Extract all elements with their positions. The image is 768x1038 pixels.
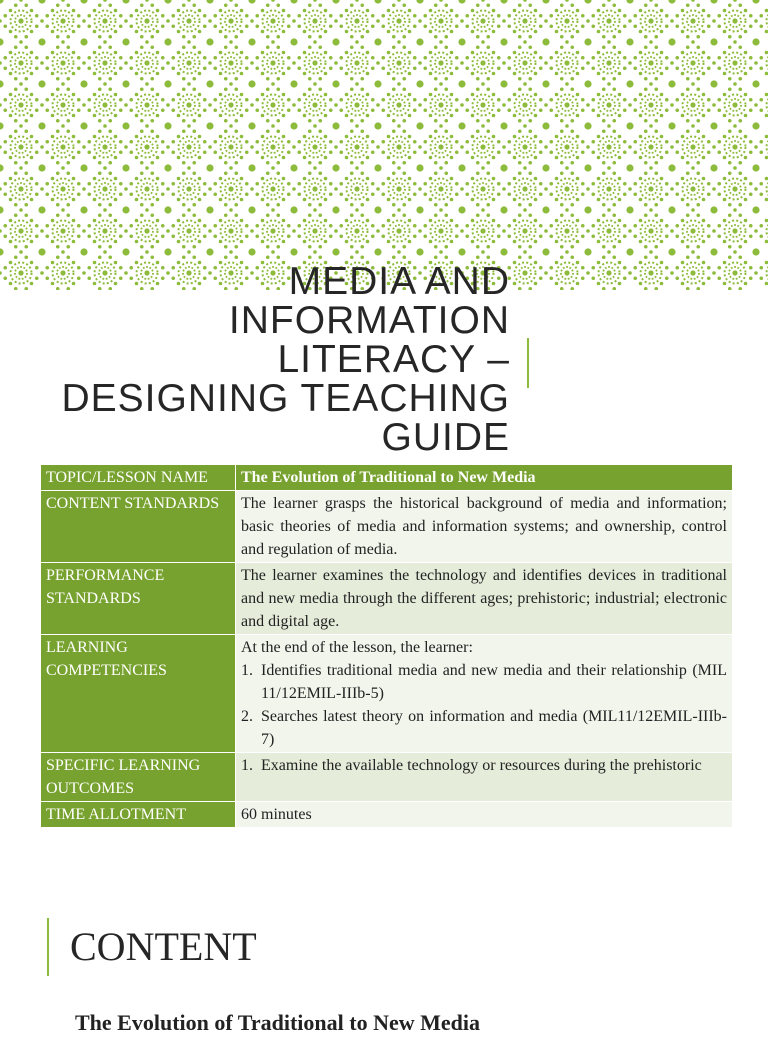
table-row bbox=[41, 802, 733, 828]
title-line: LITERACY – bbox=[277, 338, 510, 381]
title-accent-bar bbox=[527, 338, 529, 388]
content-heading: CONTENT bbox=[70, 924, 257, 969]
performance-standards-label: PERFORMANCE STANDARDS bbox=[41, 563, 236, 635]
list-text: Searches latest theory on information and media (MIL11/12EMIL-IIIb-7) bbox=[261, 708, 727, 748]
title-line: GUIDE bbox=[381, 416, 510, 459]
list-number: 2. bbox=[241, 708, 253, 725]
learning-outcomes-label: SPECIFIC LEARNING OUTCOMES bbox=[41, 753, 236, 802]
table-row bbox=[41, 491, 733, 563]
learning-competencies-value bbox=[236, 635, 733, 753]
table-row bbox=[41, 635, 733, 753]
title-line: DESIGNING TEACHING bbox=[61, 377, 510, 420]
content-subheading: The Evolution of Traditional to New Media bbox=[75, 1010, 480, 1035]
title-line: INFORMATION bbox=[228, 299, 510, 342]
table-row bbox=[41, 465, 733, 491]
list-item bbox=[241, 754, 727, 777]
spacer bbox=[241, 777, 727, 800]
title-line: MEDIA AND bbox=[288, 260, 510, 303]
topic-value: The Evolution of Traditional to New Media bbox=[236, 465, 733, 491]
list-number: 1. bbox=[241, 757, 253, 774]
list-text: Identifies traditional media and new media and their relationship (MIL 11/12EMIL-IIIb-5) bbox=[261, 662, 727, 702]
table-row bbox=[41, 563, 733, 635]
topic-label: TOPIC/LESSON NAME bbox=[41, 465, 236, 491]
time-allotment-label: TIME ALLOTMENT bbox=[41, 802, 236, 828]
learning-outcomes-value bbox=[236, 753, 733, 802]
performance-standards-value: The learner examines the technology and identifies devices in traditional and new media through the different ages; prehistoric; industrial; electronic and digital age. bbox=[236, 563, 733, 635]
table-row bbox=[41, 753, 733, 802]
list-number: 1. bbox=[241, 662, 253, 679]
content-standards-value: The learner grasps the historical background of media and information; basic theories of media and information systems; and ownership, control and regulation of media. bbox=[236, 491, 733, 563]
content-accent-bar bbox=[47, 918, 49, 976]
decorative-pattern-banner bbox=[0, 0, 768, 290]
document-title bbox=[40, 260, 510, 459]
learning-competencies-label: LEARNING COMPETENCIES bbox=[41, 635, 236, 753]
list-text: Examine the available technology or resources during the prehistoric bbox=[261, 757, 702, 774]
competencies-intro: At the end of the lesson, the learner: bbox=[241, 639, 473, 656]
content-standards-label: CONTENT STANDARDS bbox=[41, 491, 236, 563]
list-item bbox=[241, 705, 727, 751]
time-allotment-value: 60 minutes bbox=[236, 802, 733, 828]
teaching-guide-table bbox=[40, 464, 733, 828]
list-item bbox=[241, 659, 727, 705]
